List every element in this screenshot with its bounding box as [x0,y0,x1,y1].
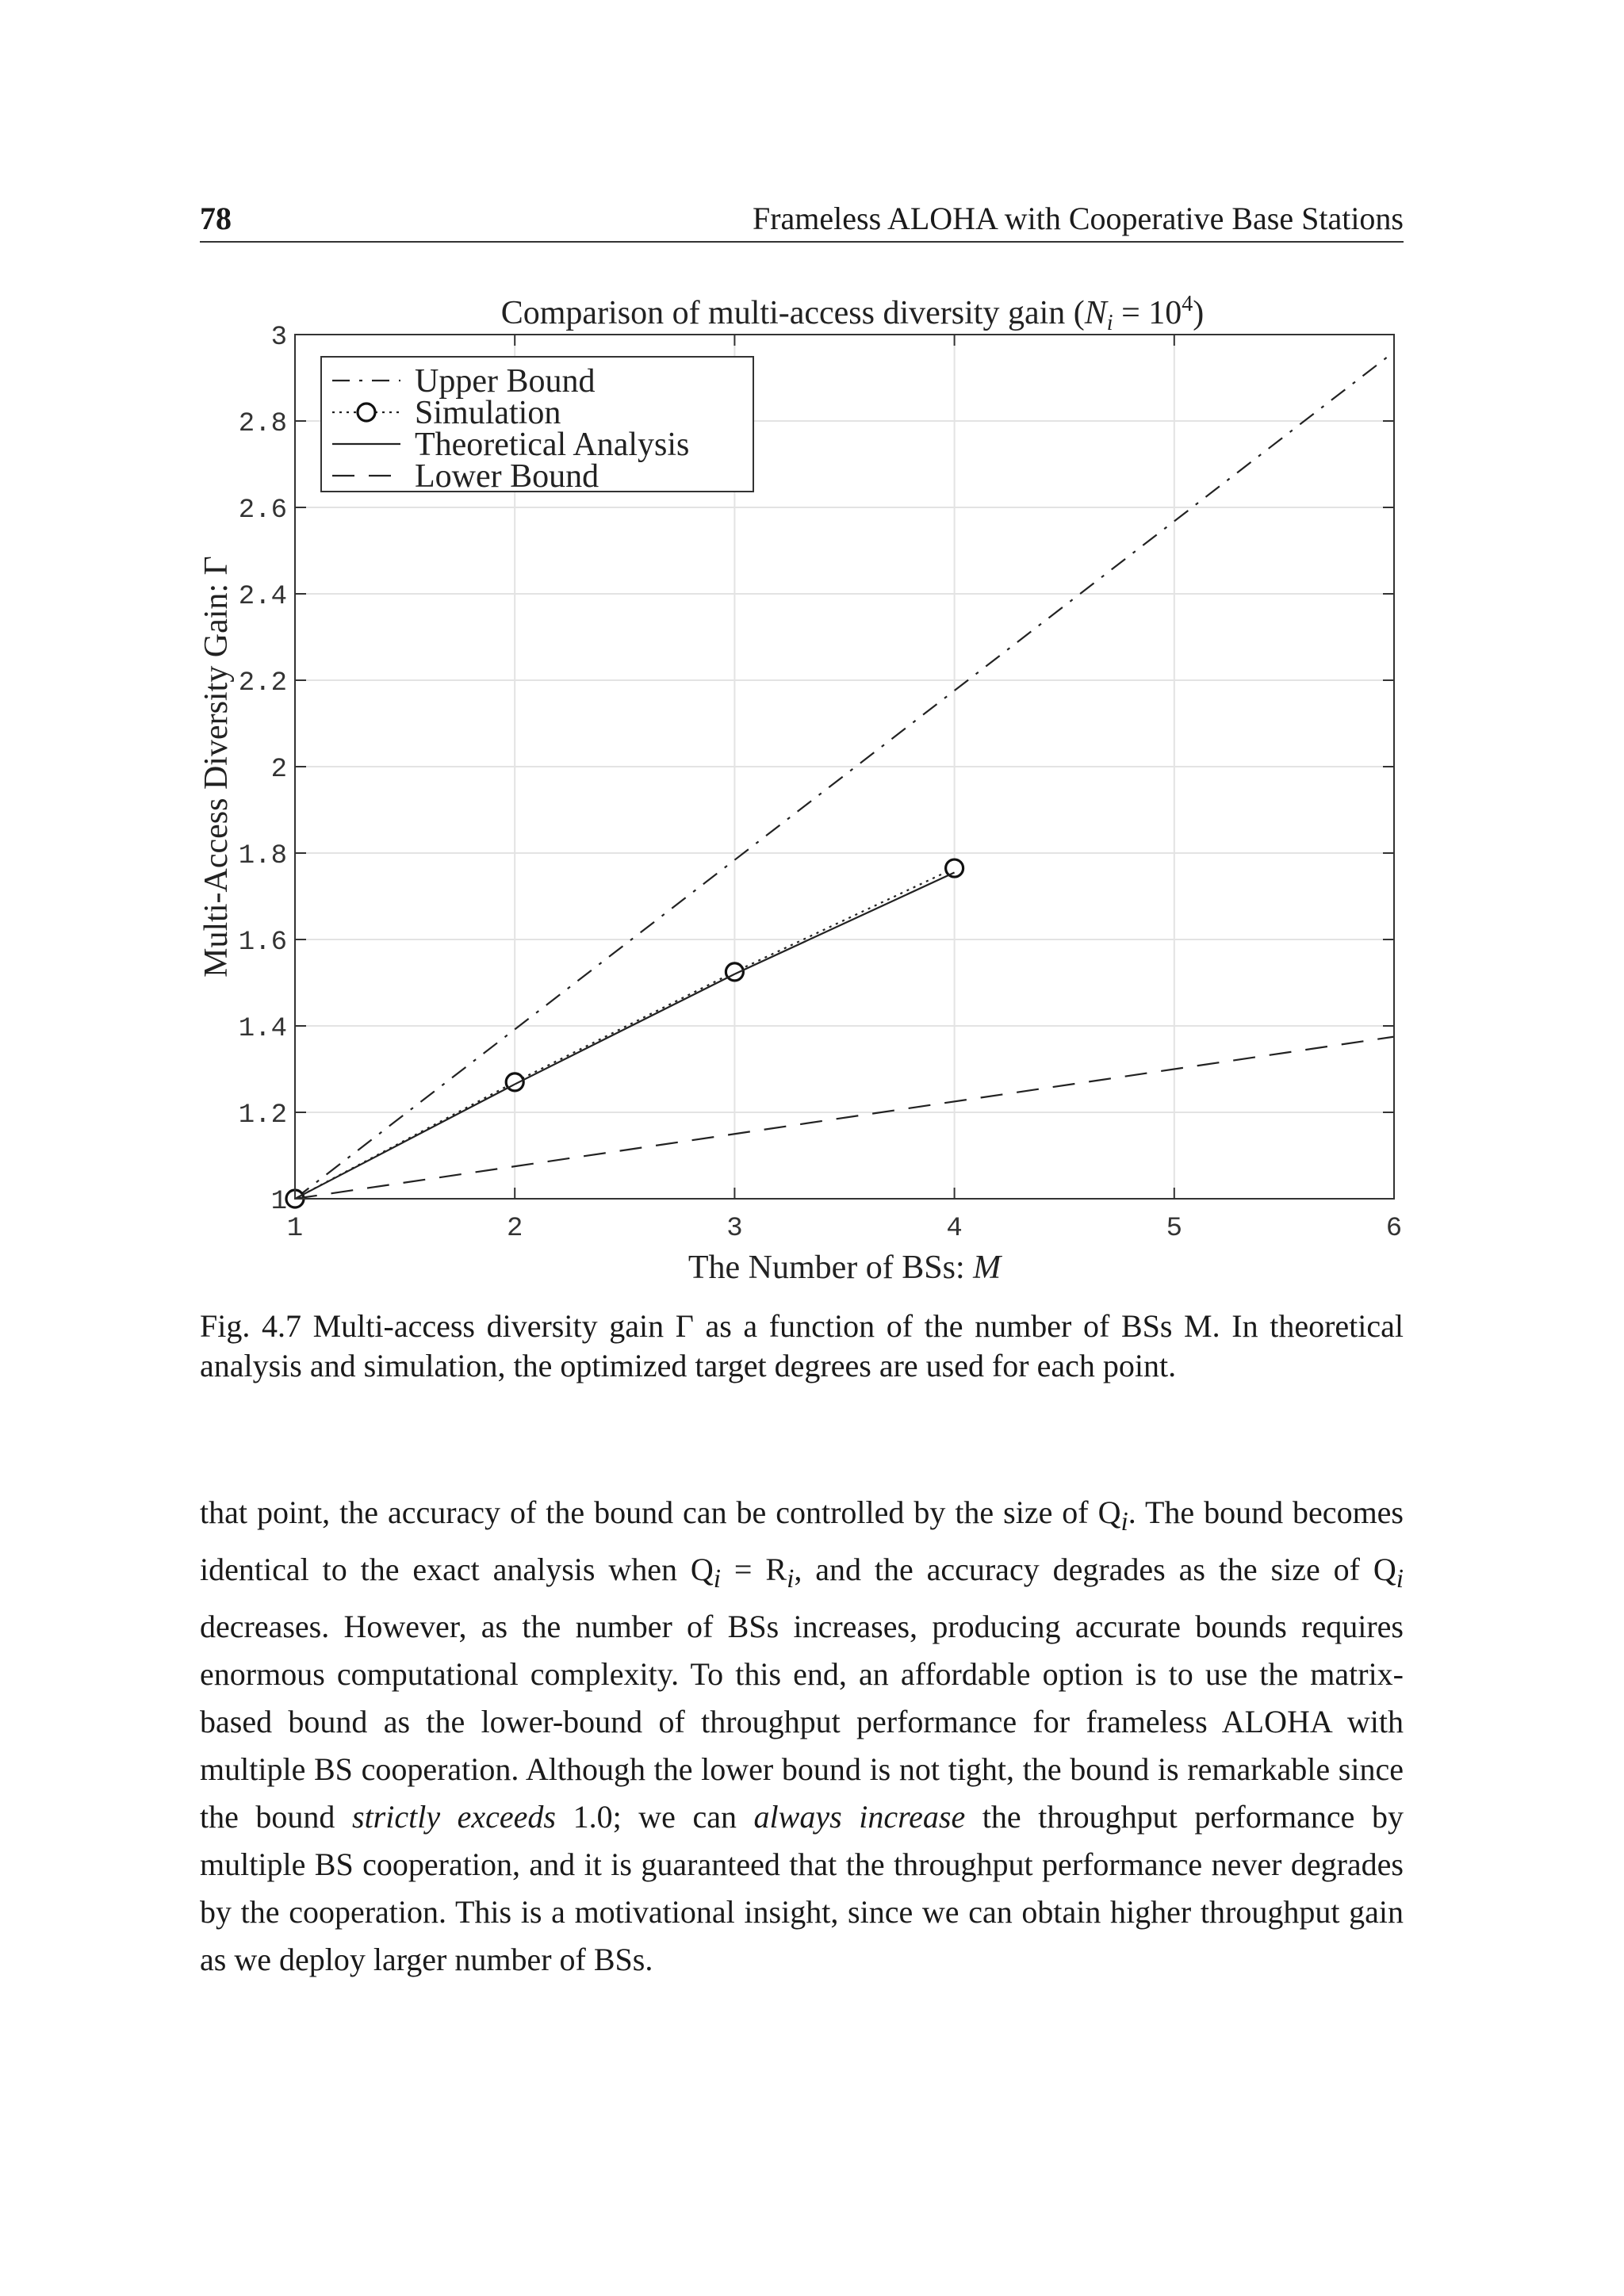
subscript: i [787,1564,795,1594]
title-part: 4 [1182,292,1193,316]
subscript: i [713,1564,722,1594]
text-run: . The bound becomes identical to the exact analysis when Q [200,1494,1404,1587]
legend-marker [358,404,375,421]
figure-caption: Fig. 4.7 Multi-access diversity gain Γ as a function of the number of BSs M. In theoretical analysis and simulation, the optimized target degrees are used for each point. [200,1308,1404,1383]
y-tick-label: 2.6 [238,496,287,526]
x-tick-label: 3 [726,1214,743,1244]
title-part: = 10 [1113,295,1182,331]
y-axis-label: Multi-Access Diversity Gain: Γ [198,556,235,978]
body-text [200,1489,1404,1984]
text-run: 1.0; we can [556,1799,754,1835]
y-tick-label: 2.4 [238,582,287,612]
emphasis: strictly exceeds [352,1799,556,1835]
text-run: that point, the accuracy of the bound can be controlled by the size of Q [200,1494,1121,1530]
y-tick-label: 1.2 [238,1100,287,1131]
legend-label: Lower Bound [415,458,599,495]
y-tick-label: 1 [270,1187,287,1217]
y-tick-label: 1.6 [238,928,287,958]
legend-label: Theoretical Analysis [415,427,690,463]
title-part: i [1106,311,1113,335]
subscript: i [1120,1507,1128,1536]
text-run: the throughput performance by multiple BS cooperation, and it is guaranteed that the throughput performance never degrades by the cooperation. This is a motivational insight, since we can obtain higher throughput gain as we deploy larger number of BSs. [200,1799,1404,1977]
x-tick-label: 6 [1385,1214,1403,1244]
body-paragraph [200,1489,1404,1984]
text-run: decreases. However, as the number of BSs increases, producing accurate bounds requires enormous computational complexity. To this end, an affordable option is to use the matrix-based bound as the lower-bound of throughput performance for frameless ALOHA with multiple BS cooperation. Although the lower bound is not tight, the bound is remarkable since the bound [200,1609,1404,1835]
legend-label: Simulation [415,395,561,431]
x-tick-label: 4 [946,1214,963,1244]
title-part: Comparison of multi-access diversity gain ( [500,295,1085,331]
x-tick-label: 5 [1166,1214,1183,1244]
chart-title [501,292,1205,335]
x-axis-label-var: M [973,1249,1002,1286]
title-part: ) [1193,295,1205,331]
x-tick-label: 2 [506,1214,523,1244]
y-tick-label: 3 [270,323,287,353]
y-tick-label: 2 [270,755,287,785]
y-tick-label: 2.8 [238,409,287,439]
y-tick-label: 1.8 [238,841,287,871]
y-tick-label: 1.4 [238,1014,287,1044]
x-axis-label-text: The Number of BSs: [688,1249,974,1286]
simulation-marker [946,859,963,877]
text-run: = R [721,1552,787,1587]
legend-label: Upper Bound [415,363,596,400]
page-number: 78 [200,201,232,236]
x-tick-label: 1 [286,1214,304,1244]
emphasis: always increase [753,1799,966,1835]
subscript: i [1396,1564,1404,1594]
y-tick-label: 2.2 [238,668,287,698]
text-run: , and the accuracy degrades as the size of Q [794,1552,1396,1587]
x-axis-label [688,1249,1002,1286]
running-title: Frameless ALOHA with Cooperative Base Stations [752,201,1404,236]
title-part: N [1084,295,1107,331]
